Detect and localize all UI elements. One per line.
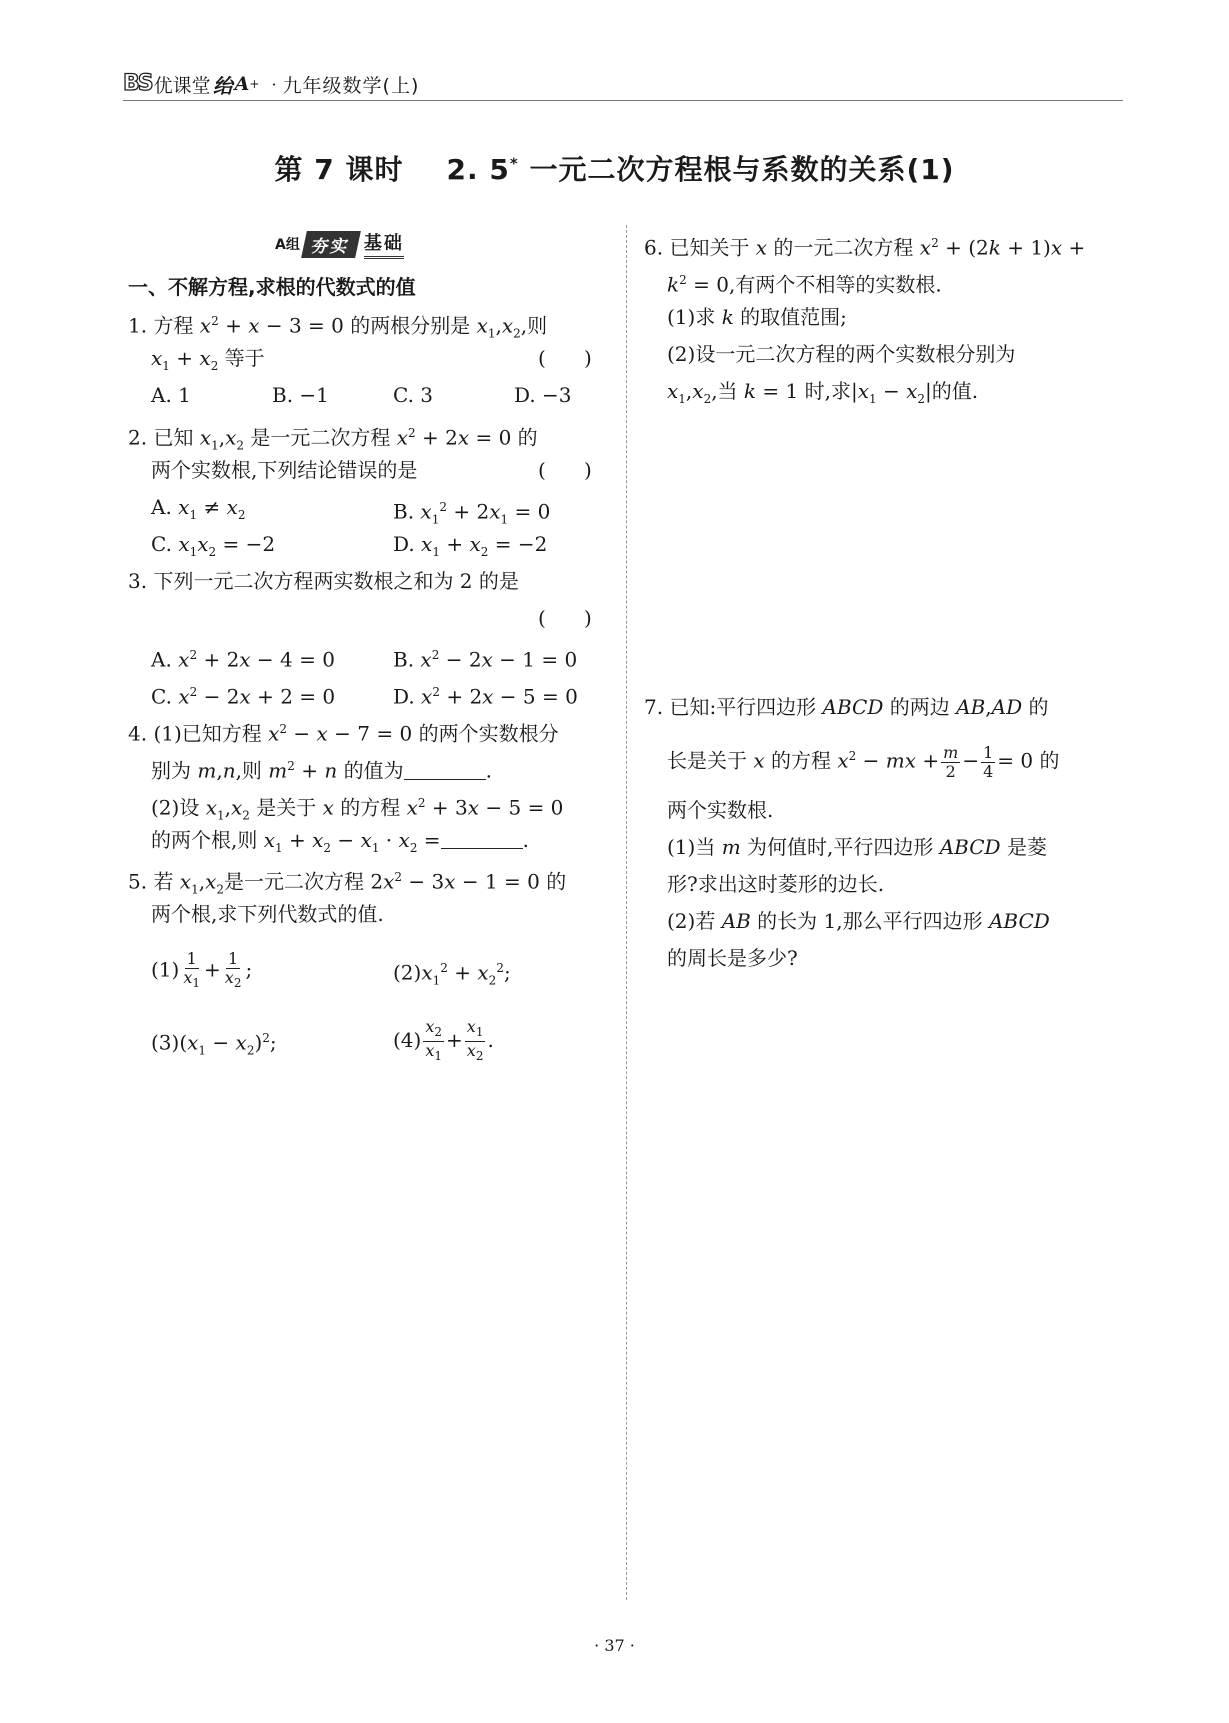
bs-logo: BS <box>123 71 152 96</box>
section-number: 2. 5 <box>446 153 510 186</box>
q1-option-d: D. −3 <box>514 383 572 407</box>
q1-option-c: C. 3 <box>393 383 434 407</box>
q5-part4: (4) $\frac{x_2}{x_1}$ + $\frac{x_1}{x_2}$ . <box>393 1017 494 1064</box>
q1-option-b: B. −1 <box>272 383 329 407</box>
q5-part3: $(3)(x_1 - x_2)^2$; <box>151 1030 277 1058</box>
q7-stem: 7. 已知:平行四边形 ABCD 的两边 AB,AD 的 <box>644 695 1049 719</box>
q2-option-c: C. $x_1x_2 = -2$ <box>151 532 276 559</box>
header-separator: · <box>271 74 277 94</box>
fraction: $\frac{1}{x_2}$ <box>224 949 242 991</box>
q4-blank-1[interactable] <box>404 761 486 780</box>
page-number: · 37 · <box>594 1636 635 1655</box>
part-heading: 一、不解方程,求根的代数式的值 <box>128 275 416 299</box>
topic-title: 一元二次方程根与系数的关系(1) <box>529 153 955 186</box>
book-header <box>123 70 419 98</box>
q4-blank-2[interactable] <box>441 830 523 849</box>
q2-option-a: A. $x_1 \ne x_2$ <box>151 495 246 522</box>
q3-option-b: B. $x^2 - 2x - 1 = 0$ <box>393 647 578 672</box>
book-title: 九年级数学(上) <box>282 74 420 97</box>
q5-stem: 5. 若 $x_1,x_2$是一元二次方程 $2x^2 - 3x - 1 = 0$ 的 <box>128 869 567 897</box>
fraction: $\frac{1}{x_1}$ <box>183 949 201 991</box>
q4-part2-cont: 的两个根,则 $x_1 + x_2 - x_1 \cdot x_2$ = . <box>151 828 529 855</box>
q7-stem-cont2: 两个实数根. <box>667 798 774 822</box>
q7-stem-cont: 长是关于 x 的方程 $x^2$ − mx + $\frac{m}{2}$ − $\frac{1}{4}$ = 0 的 <box>667 742 1060 781</box>
header-rule <box>123 100 1123 101</box>
fraction: $\frac{1}{4}$ <box>983 742 994 781</box>
q6-part2-cont: $x_1,x_2$,当 k = 1 时,求$|x_1 - x_2|$的值. <box>667 379 979 406</box>
q4-part2: (2)设 $x_1,x_2$ 是关于 x 的方程 $x^2 + 3x - 5 = 0$ <box>151 795 564 823</box>
fraction: $\frac{x_2}{x_1}$ <box>425 1017 443 1064</box>
q7-part2: (2)若 AB 的长为 1,那么平行四边形 ABCD <box>667 909 1050 933</box>
optional-star: * <box>509 154 519 173</box>
q5-part1: (1) $\frac{1}{x_1}$ + $\frac{1}{x_2}$ ; <box>151 949 253 991</box>
section-banner <box>275 229 404 259</box>
q7-part2-cont: 的周长是多少? <box>667 946 798 970</box>
q6-stem-cont: $k^2 = 0$,有两个不相等的实数根. <box>667 272 942 297</box>
q6-part1: (1)求 k 的取值范围; <box>667 305 847 329</box>
q6-stem: 6. 已知关于 x 的一元二次方程 $x^2 + (2k + 1)x$ + <box>644 235 1086 260</box>
q3-option-d: D. $x^2 + 2x - 5 = 0$ <box>393 684 578 709</box>
brand-name: 优课堂 <box>153 74 211 97</box>
q3-stem: 3. 下列一元二次方程两实数根之和为 2 的是 <box>128 569 519 593</box>
q1-answer-bracket: ( ) <box>538 346 592 370</box>
q5-stem-cont: 两个根,求下列代数式的值. <box>151 902 384 926</box>
q1-stem-cont: $x_1 + x_2$ 等于 <box>151 346 265 373</box>
q1-option-a: A. 1 <box>151 383 191 407</box>
q2-stem: 2. 已知 $x_1,x_2$ 是一元二次方程 $x^2 + 2x = 0$ 的 <box>128 425 538 453</box>
q5-part2: $(2)x_1^2 + x_2^2$; <box>393 960 511 988</box>
q2-option-b: B. $x_1^2 + 2x_1 = 0$ <box>393 499 551 527</box>
q2-option-d: D. $x_1 + x_2 = -2$ <box>393 532 548 559</box>
q2-answer-bracket: ( ) <box>538 458 592 482</box>
banner-group: A组 <box>275 237 300 253</box>
q6-part2: (2)设一元二次方程的两个实数根分别为 <box>667 342 1016 366</box>
fraction: $\frac{x_1}{x_2}$ <box>466 1017 484 1064</box>
q4-part1-cont: 别为 m,n,则 $m^2 + n$ 的值为 . <box>151 758 492 783</box>
column-divider <box>626 225 627 1600</box>
q4-part1: 4. (1)已知方程 $x^2 - x - 7 = 0$ 的两个实数根分 <box>128 721 559 746</box>
q1-stem: 1. 方程 $x^2 + x - 3 = 0$ 的两根分别是 $x_1,x_2$,则 <box>128 313 548 341</box>
brand-grade: A <box>234 73 250 95</box>
brand-grade-sup: + <box>249 77 260 91</box>
brand-script: 绐 <box>212 73 233 98</box>
banner-chip: 夯实 <box>301 231 361 258</box>
q3-option-c: C. $x^2 - 2x + 2 = 0$ <box>151 684 336 709</box>
q3-answer-bracket: ( ) <box>538 606 592 630</box>
fraction: $\frac{m}{2}$ <box>943 742 959 781</box>
page-title <box>0 148 1229 188</box>
q3-option-a: A. $x^2 + 2x - 4 = 0$ <box>151 647 335 672</box>
q7-part1: (1)当 m 为何值时,平行四边形 ABCD 是菱 <box>667 835 1047 859</box>
q7-part1-cont: 形?求出这时菱形的边长. <box>667 872 885 896</box>
lesson-label: 第 7 课时 <box>274 153 404 186</box>
q2-stem-cont: 两个实数根,下列结论错误的是 <box>151 458 418 482</box>
banner-word: 基础 <box>364 229 404 259</box>
